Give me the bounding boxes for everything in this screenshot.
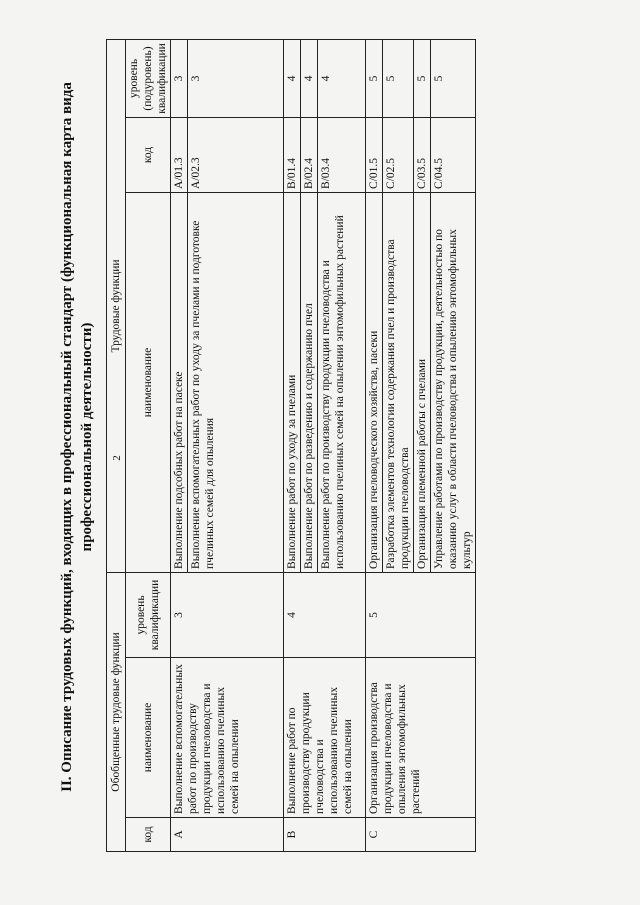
group-code: A bbox=[171, 818, 284, 852]
header-sublevel: уровень (подуровень) квалификации bbox=[126, 39, 171, 117]
group-level: 4 bbox=[284, 572, 366, 657]
function-code: C/01.5 bbox=[366, 117, 383, 192]
function-level: 3 bbox=[188, 39, 284, 117]
functional-map-table bbox=[106, 39, 476, 852]
header-function-name: наименование bbox=[126, 192, 171, 572]
function-level: 3 bbox=[171, 39, 188, 117]
page-title: II. Описание трудовых функций, входящих в профессиональный стандарт (функциональная карта вида bbox=[59, 82, 75, 792]
function-code: C/02.5 bbox=[383, 117, 414, 192]
table-row bbox=[366, 39, 383, 851]
function-level: 4 bbox=[318, 39, 366, 117]
function-level: 4 bbox=[301, 39, 318, 117]
header-generalized: Обобщенные трудовые функции bbox=[107, 572, 126, 851]
rotated-page bbox=[40, 12, 640, 862]
group-code: B bbox=[284, 818, 366, 852]
group-name: Выполнение работ по производству продукции пчеловодства и использованию пчелиных семей на опылении bbox=[284, 658, 366, 818]
function-code: A/01.3 bbox=[171, 117, 188, 192]
table-row bbox=[171, 39, 188, 851]
function-name: Выполнение вспомогательных работ по уходу за пчелами и подготовке пчелиных семей для опыления bbox=[188, 192, 284, 572]
function-level: 5 bbox=[366, 39, 383, 117]
function-name: Выполнение работ по разведению и содержанию пчел bbox=[301, 192, 318, 572]
group-level: 5 bbox=[366, 572, 476, 657]
function-code: B/03.4 bbox=[318, 117, 366, 192]
function-level: 5 bbox=[414, 39, 431, 117]
header-function-code: код bbox=[126, 117, 171, 192]
header-level: уровень квалификации bbox=[126, 572, 171, 657]
function-code: C/03.5 bbox=[414, 117, 431, 192]
function-code: C/04.5 bbox=[431, 117, 476, 192]
function-name: Организация пчеловодческого хозяйства, пасеки bbox=[366, 192, 383, 572]
function-name: Выполнение работ по производству продукции пчеловодства и использованию пчелиных семей на опылении энтомофильных растений bbox=[318, 192, 366, 572]
header-code: код bbox=[126, 818, 171, 852]
function-level: 4 bbox=[284, 39, 301, 117]
header-name: наименование bbox=[126, 658, 171, 818]
header-labor: Трудовые функции bbox=[107, 39, 126, 572]
function-level: 5 bbox=[431, 39, 476, 117]
table-row bbox=[284, 39, 301, 851]
group-code: C bbox=[366, 818, 476, 852]
page-number: 2 bbox=[110, 455, 123, 461]
function-level: 5 bbox=[383, 39, 414, 117]
group-name: Выполнение вспомогательных работ по производству продукции пчеловодства и использованию пчелиных семей на опылении bbox=[171, 658, 284, 818]
function-name: Выполнение подсобных работ на пасеке bbox=[171, 192, 188, 572]
group-name: Организация производства продукции пчеловодства и опыления энтомофильных растений bbox=[366, 658, 476, 818]
function-name: Организация племенной работы с пчелами bbox=[414, 192, 431, 572]
function-code: B/01.4 bbox=[284, 117, 301, 192]
function-code: A/02.3 bbox=[188, 117, 284, 192]
function-name: Выполнение работ по уходу за пчелами bbox=[284, 192, 301, 572]
group-level: 3 bbox=[171, 572, 284, 657]
function-name: Управление работами по производству продукции, деятельностью по оказанию услуг в области пчеловодства и опылению энтомофильных культур bbox=[431, 192, 476, 572]
function-code: B/02.4 bbox=[301, 117, 318, 192]
function-name: Разработка элементов технологии содержания пчел и производства продукции пчеловодства bbox=[383, 192, 414, 572]
page-subtitle: профессиональной деятельности) bbox=[79, 322, 95, 552]
